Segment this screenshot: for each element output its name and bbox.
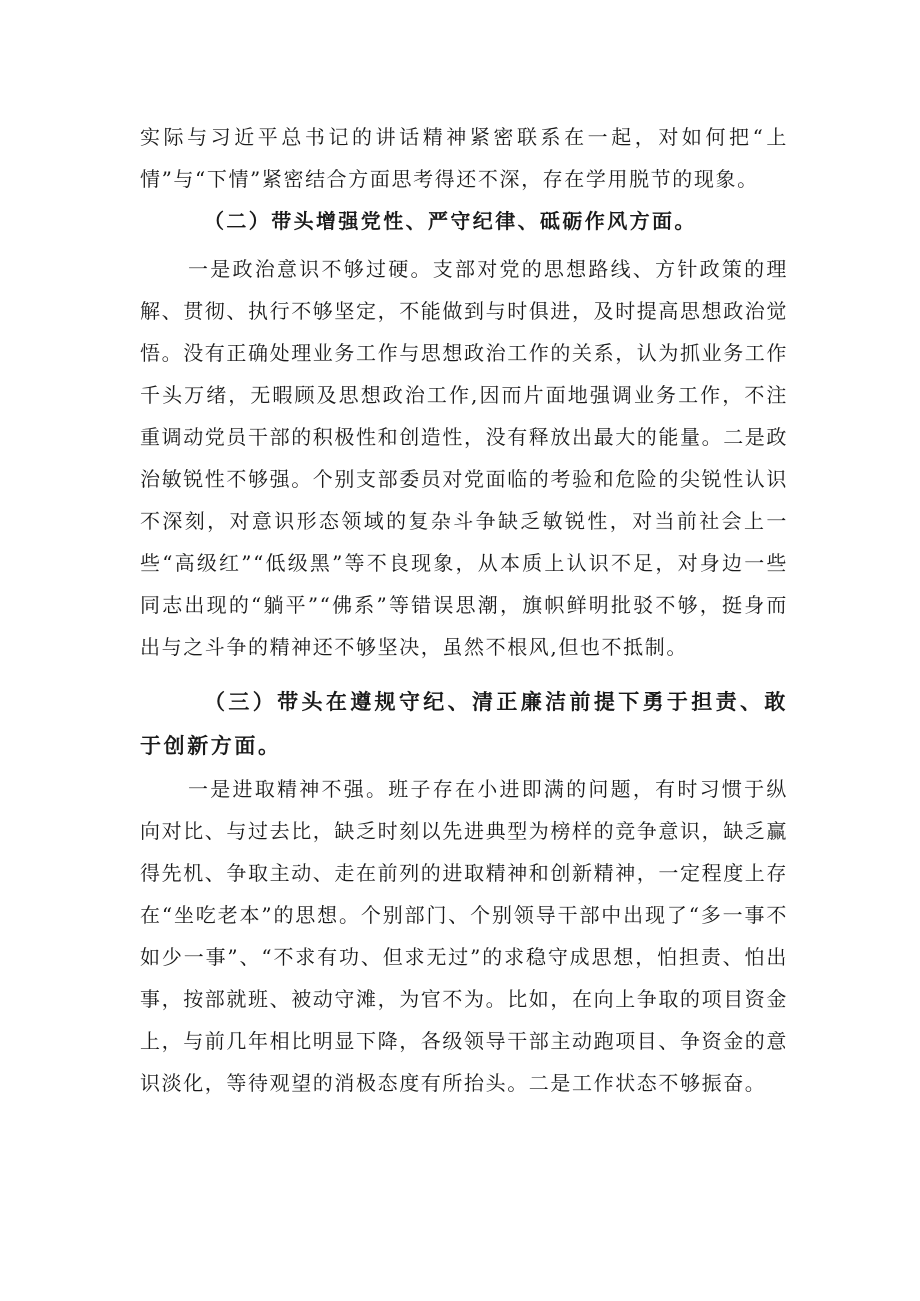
paragraph-continued: 实际与习近平总书记的讲话精神紧密联系在一起，对如何把“上情”与“下情”紧密结合方面思考得还不深，存在学用脱节的现象。 [140,125,788,191]
section-3-body: 一是进取精神不强。班子存在小进即满的问题，有时习惯于纵向对比、与过去比，缺乏时刻以先进典型为榜样的竞争意识，缺乏赢得先机、争取主动、走在前列的进取精神和创新精神，一定程度上存在“坐吃老本”的思想。个别部门、个别领导干部中出现了“多一事不如少一事”、“不求有功、但求无过”的求稳守成思想，怕担责、怕出事，按部就班、被动守滩，为官不为。比如，在向上争取的项目资金上，与前几年相比明显下降，各级领导干部主动跑项目、争资金的意识淡化，等待观望的消极态度有所抬头。二是工作状态不够振奋。 [140,777,788,1095]
section-2-heading: （二）带头增强党性、严守纪律、砥砺作风方面。 [204,209,697,233]
section-2-body: 一是政治意识不够过硬。支部对党的思想路线、方针政策的理解、贯彻、执行不够坚定，不能做到与时俱进，及时提高思想政治觉悟。没有正确处理业务工作与思想政治工作的关系，认为抓业务工作千头万绪，无暇顾及思想政治工作,因而片面地强调业务工作，不注重调动党员干部的积极性和创造性，没有释放出最大的能量。二是政治敏锐性不够强。个别支部委员对党面临的考验和危险的尖锐性认识不深刻，对意识形态领域的复杂斗争缺乏敏锐性，对当前社会上一些“高级红”“低级黑”等不良现象，从本质上认识不足，对身边一些同志出现的“躺平”“佛系”等错误思潮，旗帜鲜明批驳不够，挺身而出与之斗争的精神还不够坚决，虽然不根风,但也不抵制。 [140,257,788,659]
section-3-heading: （三）带头在遵规守纪、清正廉洁前提下勇于担责、敢于创新方面。 [140,689,788,758]
